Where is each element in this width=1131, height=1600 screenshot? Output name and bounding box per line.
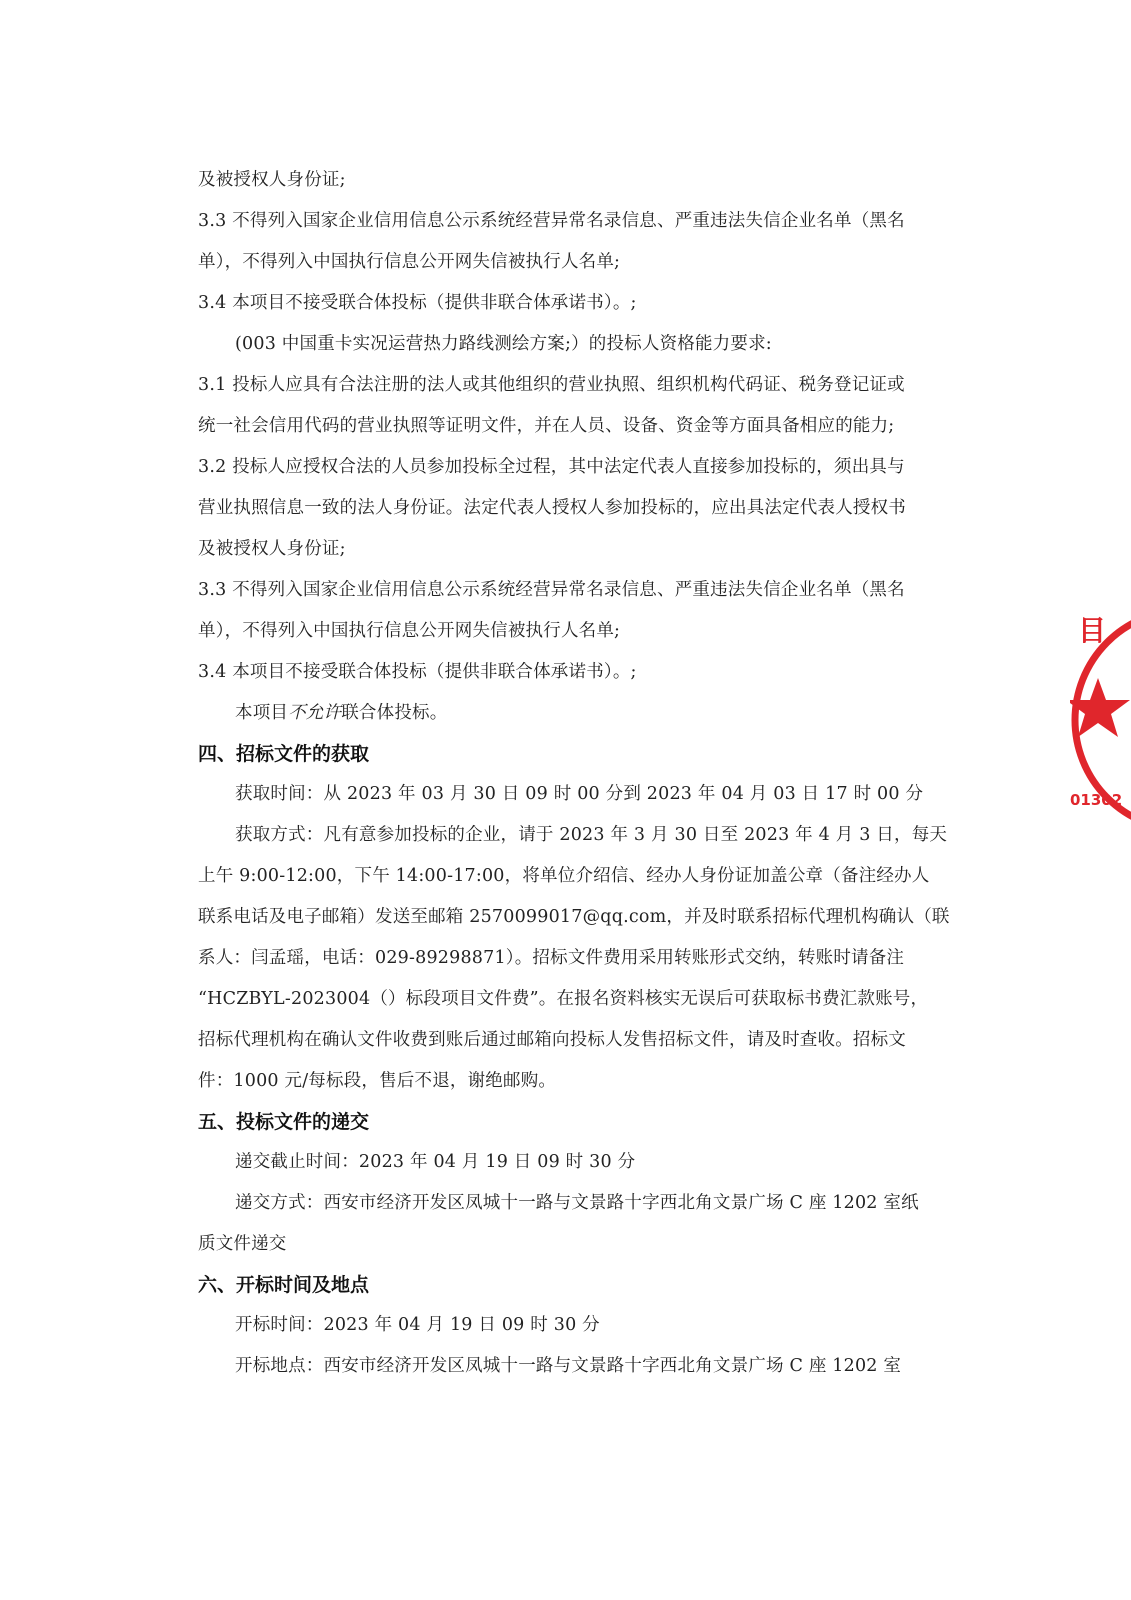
seal-graphic [1070, 600, 1131, 840]
text-line: 获取方式：凡有意参加投标的企业，请于 2023 年 3 月 30 日至 2023 年 4 月 3 日，每天 [235, 825, 948, 845]
text-line: 营业执照信息一致的法人身份证。法定代表人授权人参加投标的，应出具法定代表人授权书 [198, 498, 906, 518]
text-line: 及被授权人身份证; [198, 539, 346, 559]
seal-text-bottom: 01302 [1070, 791, 1123, 809]
text-span: 联合体投标。 [341, 703, 448, 723]
text-line: 系人：闫孟瑶，电话：029-89298871）。招标文件费用采用转账形式交纳，转账时请备注 [198, 948, 905, 968]
text-line: “HCZBYL-2023004（）标段项目文件费”。在报名资料核实无误后可获取标书费汇款账号， [198, 989, 929, 1009]
text-line: 3.3 不得列入国家企业信用信息公示系统经营异常名录信息、严重违法失信企业名单（黑名 [198, 580, 905, 600]
seal-text-top: 目 [1078, 614, 1107, 647]
text-line: 开标地点：西安市经济开发区凤城十一路与文景路十字西北角文景广场 C 座 1202 室 [235, 1356, 902, 1376]
text-line: 开标时间：2023 年 04 月 19 日 09 时 30 分 [235, 1315, 600, 1335]
section-heading-5: 五、投标文件的递交 [198, 1111, 370, 1133]
text-line: 单），不得列入中国执行信息公开网失信被执行人名单; [198, 252, 621, 272]
text-line: 3.2 投标人应授权合法的人员参加投标全过程，其中法定代表人直接参加投标的，须出具与 [198, 457, 905, 477]
text-line: 递交方式：西安市经济开发区凤城十一路与文景路十字西北角文景广场 C 座 1202 室纸 [235, 1193, 919, 1213]
text-span: 本项目 [235, 703, 289, 723]
text-line: 联系电话及电子邮箱）发送至邮箱 2570099017@qq.com，并及时联系招标代理机构确认（联 [198, 907, 950, 927]
section-heading-4: 四、招标文件的获取 [198, 743, 370, 765]
text-line: 上午 9:00-12:00，下午 14:00-17:00，将单位介绍信、经办人身份证加盖公章（备注经办人 [198, 866, 930, 886]
text-line: 3.4 本项目不接受联合体投标（提供非联合体承诺书）。; [198, 662, 637, 682]
text-line: 统一社会信用代码的营业执照等证明文件，并在人员、设备、资金等方面具备相应的能力; [198, 416, 895, 436]
text-line: 质文件递交 [198, 1234, 287, 1254]
text-line [198, 693, 940, 734]
text-line: 递交截止时间：2023 年 04 月 19 日 09 时 30 分 [235, 1152, 636, 1172]
official-seal-stamp [1070, 600, 1131, 840]
section-heading-6: 六、开标时间及地点 [198, 1274, 370, 1296]
text-line: 3.4 本项目不接受联合体投标（提供非联合体承诺书）。; [198, 293, 637, 313]
text-line: 获取时间：从 2023 年 03 月 30 日 09 时 00 分到 2023 年 04 月 03 日 17 时 00 分 [235, 784, 924, 804]
text-line: 件：1000 元/每标段，售后不退，谢绝邮购。 [198, 1071, 557, 1091]
text-span-italic: 不允许 [288, 703, 342, 723]
text-line: 3.1 投标人应具有合法注册的法人或其他组织的营业执照、组织机构代码证、税务登记证或 [198, 375, 905, 395]
document-body [198, 160, 950, 1387]
text-line: 3.3 不得列入国家企业信用信息公示系统经营异常名录信息、严重违法失信企业名单（黑名 [198, 211, 905, 231]
text-line: (003 中国重卡实况运营热力路线测绘方案;）的投标人资格能力要求: [235, 334, 772, 354]
text-line: 招标代理机构在确认文件收费到账后通过邮箱向投标人发售招标文件，请及时查收。招标文 [198, 1030, 906, 1050]
text-line: 单），不得列入中国执行信息公开网失信被执行人名单; [198, 621, 621, 641]
text-line: 及被授权人身份证; [198, 170, 346, 190]
